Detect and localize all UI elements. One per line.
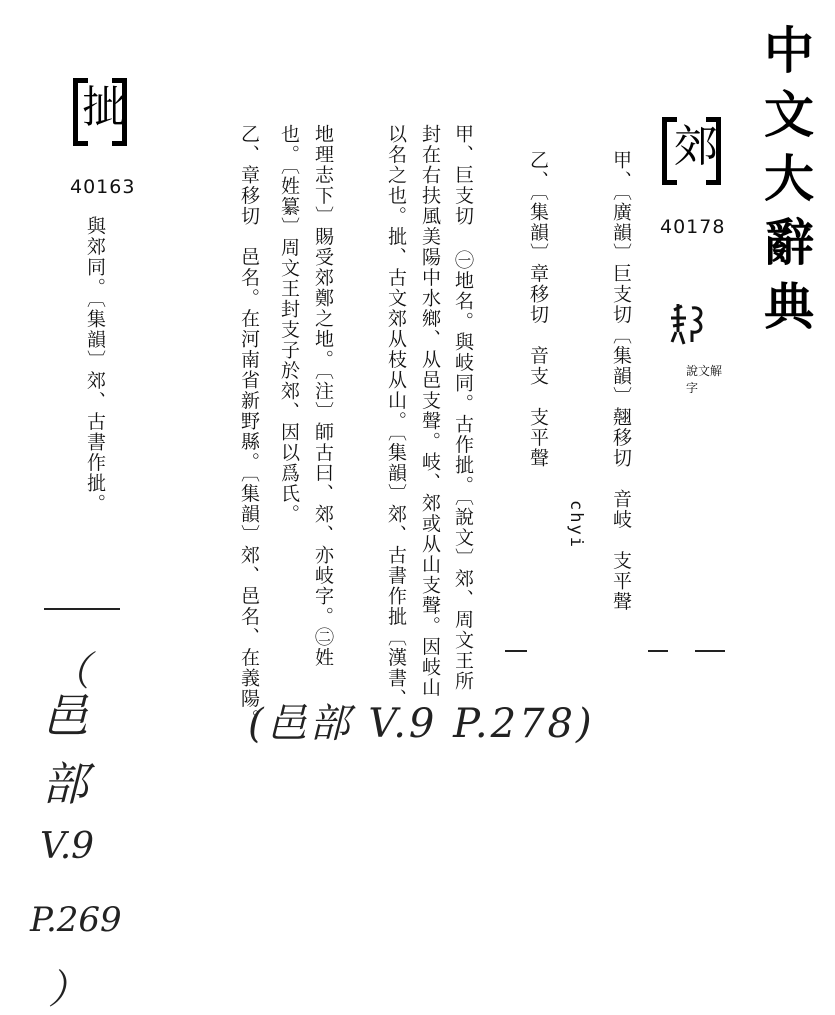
seal-script-glyph [668, 302, 708, 348]
headword-bracket-right [706, 117, 721, 185]
entry-number-right: 40178 [660, 216, 726, 238]
note-left-page: P.269 [30, 900, 122, 940]
note-left-open: （ [50, 649, 90, 695]
entry-right-col-7: 也。〔姓纂〕周文王封支子於郊、因以爲氏。 [278, 124, 300, 525]
rule-2 [648, 650, 668, 652]
entry-left-col-1: 與郊同。〔集韻〕郊、古書作㧗。 [84, 216, 106, 514]
entry-right-col-6: 地理志下〕賜受郊鄭之地。〔注〕師古曰、郊、亦岐字。㊁姓 [312, 124, 334, 668]
entry-right-col-4: 封在右扶風美陽中水鄉、从邑支聲。岐、郊或从山支聲。因岐山 [419, 124, 441, 698]
rule-1 [505, 650, 527, 652]
entry-right-col-5: 以名之也。㧗、古文郊从枝从山。〔集韻〕郊、古書作㧗〔漢書、 [385, 124, 407, 709]
dictionary-title: 中文大辭典 [756, 24, 814, 344]
entry-right-col-2: 乙、〔集韻〕章移切 音支 支平聲 [527, 150, 549, 469]
romanization: chyi [566, 500, 586, 549]
note-left-close: ） [48, 967, 88, 1013]
seal-caption: 說文解字 [686, 364, 723, 395]
rule-3 [695, 650, 725, 652]
entry-number-left: 40163 [70, 176, 136, 198]
headword-right: 郊 [674, 121, 718, 172]
entry-right-col-1: 甲、〔廣韻〕巨支切〔集韻〕翹移切 音岐 支平聲 [610, 150, 632, 612]
headword-left: 㧗 [82, 82, 126, 133]
note-bottom: (邑部 V.9 P.278) [248, 701, 595, 747]
entry-right-col-3: 甲、巨支切 ㊀地名。與岐同。古作㧗。〔說文〕郊、周文王所 [452, 124, 474, 692]
note-left-volume: V.9 [40, 826, 95, 867]
headword-left-bracket-right [112, 78, 127, 146]
note-left-bu: 部 [42, 757, 88, 811]
note-rule [44, 608, 120, 610]
note-left-radical: 邑 [42, 689, 88, 743]
entry-right-col-8: 乙、章移切 邑名。在河南省新野縣。〔集韻〕郊、邑名、在義陽。 [238, 124, 260, 730]
